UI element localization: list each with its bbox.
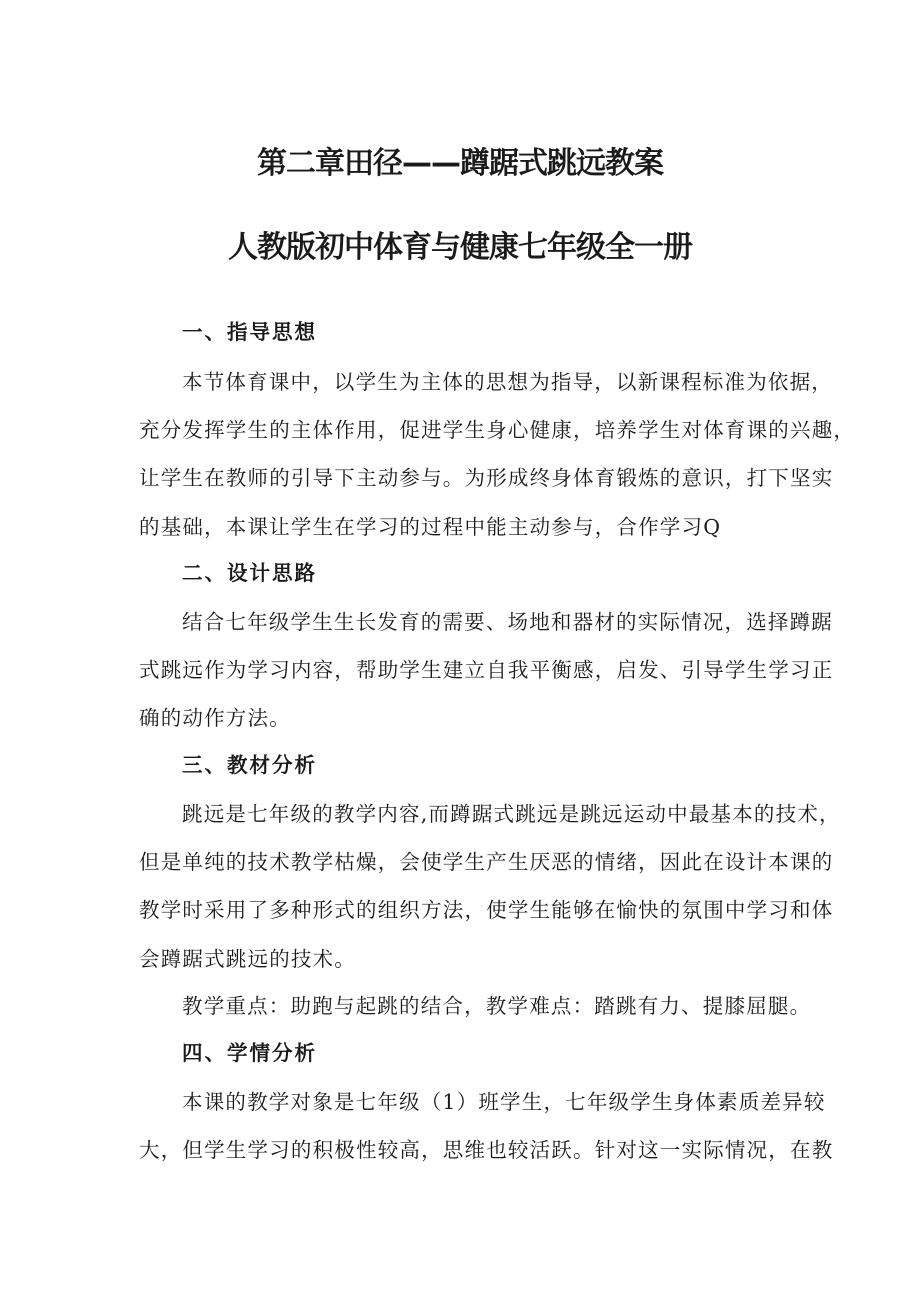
section-heading-design-idea: 二、设计思路 bbox=[182, 561, 317, 585]
text-line: 本课的教学对象是七年级（1）班学生，七年级学生身体素质差异较 bbox=[182, 1090, 826, 1114]
paragraph-material-analysis bbox=[139, 790, 841, 983]
text-line: 结合七年级学生生长发育的需要、场地和器材的实际情况，选择蹲踞 bbox=[182, 610, 833, 634]
text-line: 大，但学生学习的积极性较高，思维也较活跃。针对这一实际情况，在教 bbox=[139, 1138, 834, 1163]
paragraph-key-points bbox=[139, 982, 812, 1030]
text-line: 充分发挥学生的主体作用，促进学生身心健康，培养学生对体育课的兴趣， bbox=[139, 418, 856, 443]
section-heading-material-analysis: 三、教材分析 bbox=[182, 753, 317, 777]
paragraph-student-analysis bbox=[139, 1078, 834, 1174]
text-line: 确的动作方法。 bbox=[139, 706, 291, 731]
text-line: 教学时采用了多种形式的组织方法，使学生能够在愉快的氛围中学习和体 bbox=[139, 898, 834, 923]
section-heading-student-analysis: 四、学情分析 bbox=[182, 1041, 317, 1065]
text-line: 让学生在教师的引导下主动参与。为形成终身体育锻炼的意识，打下坚实 bbox=[139, 466, 834, 491]
text-line: 但是单纯的技术教学枯燥，会使学生产生厌恶的情绪，因此在设计本课的 bbox=[139, 850, 834, 875]
text-line: 本节体育课中，以学生为主体的思想为指导，以新课程标准为依据， bbox=[182, 370, 833, 394]
document-title: 第二章田径——蹲踞式跳远教案 bbox=[257, 146, 663, 181]
text-line: 跳远是七年级的教学内容,而蹲踞式跳远是跳远运动中最基本的技术， bbox=[182, 802, 841, 826]
text-line: 教学重点：助跑与起跳的结合，教学难点：踏跳有力、提膝屈腿。 bbox=[182, 994, 812, 1018]
section-heading-guiding-ideology: 一、指导思想 bbox=[182, 320, 317, 344]
document-subtitle: 人教版初中体育与健康七年级全一册 bbox=[228, 230, 692, 265]
text-line: 的基础，本课让学生在学习的过程中能主动参与，合作学习Q bbox=[139, 514, 722, 539]
text-line: 会蹲踞式跳远的技术。 bbox=[139, 946, 356, 971]
paragraph-design-idea bbox=[139, 598, 834, 743]
text-line: 式跳远作为学习内容，帮助学生建立自我平衡感，启发、引导学生学习正 bbox=[139, 658, 834, 683]
paragraph-guiding-ideology bbox=[139, 358, 856, 551]
